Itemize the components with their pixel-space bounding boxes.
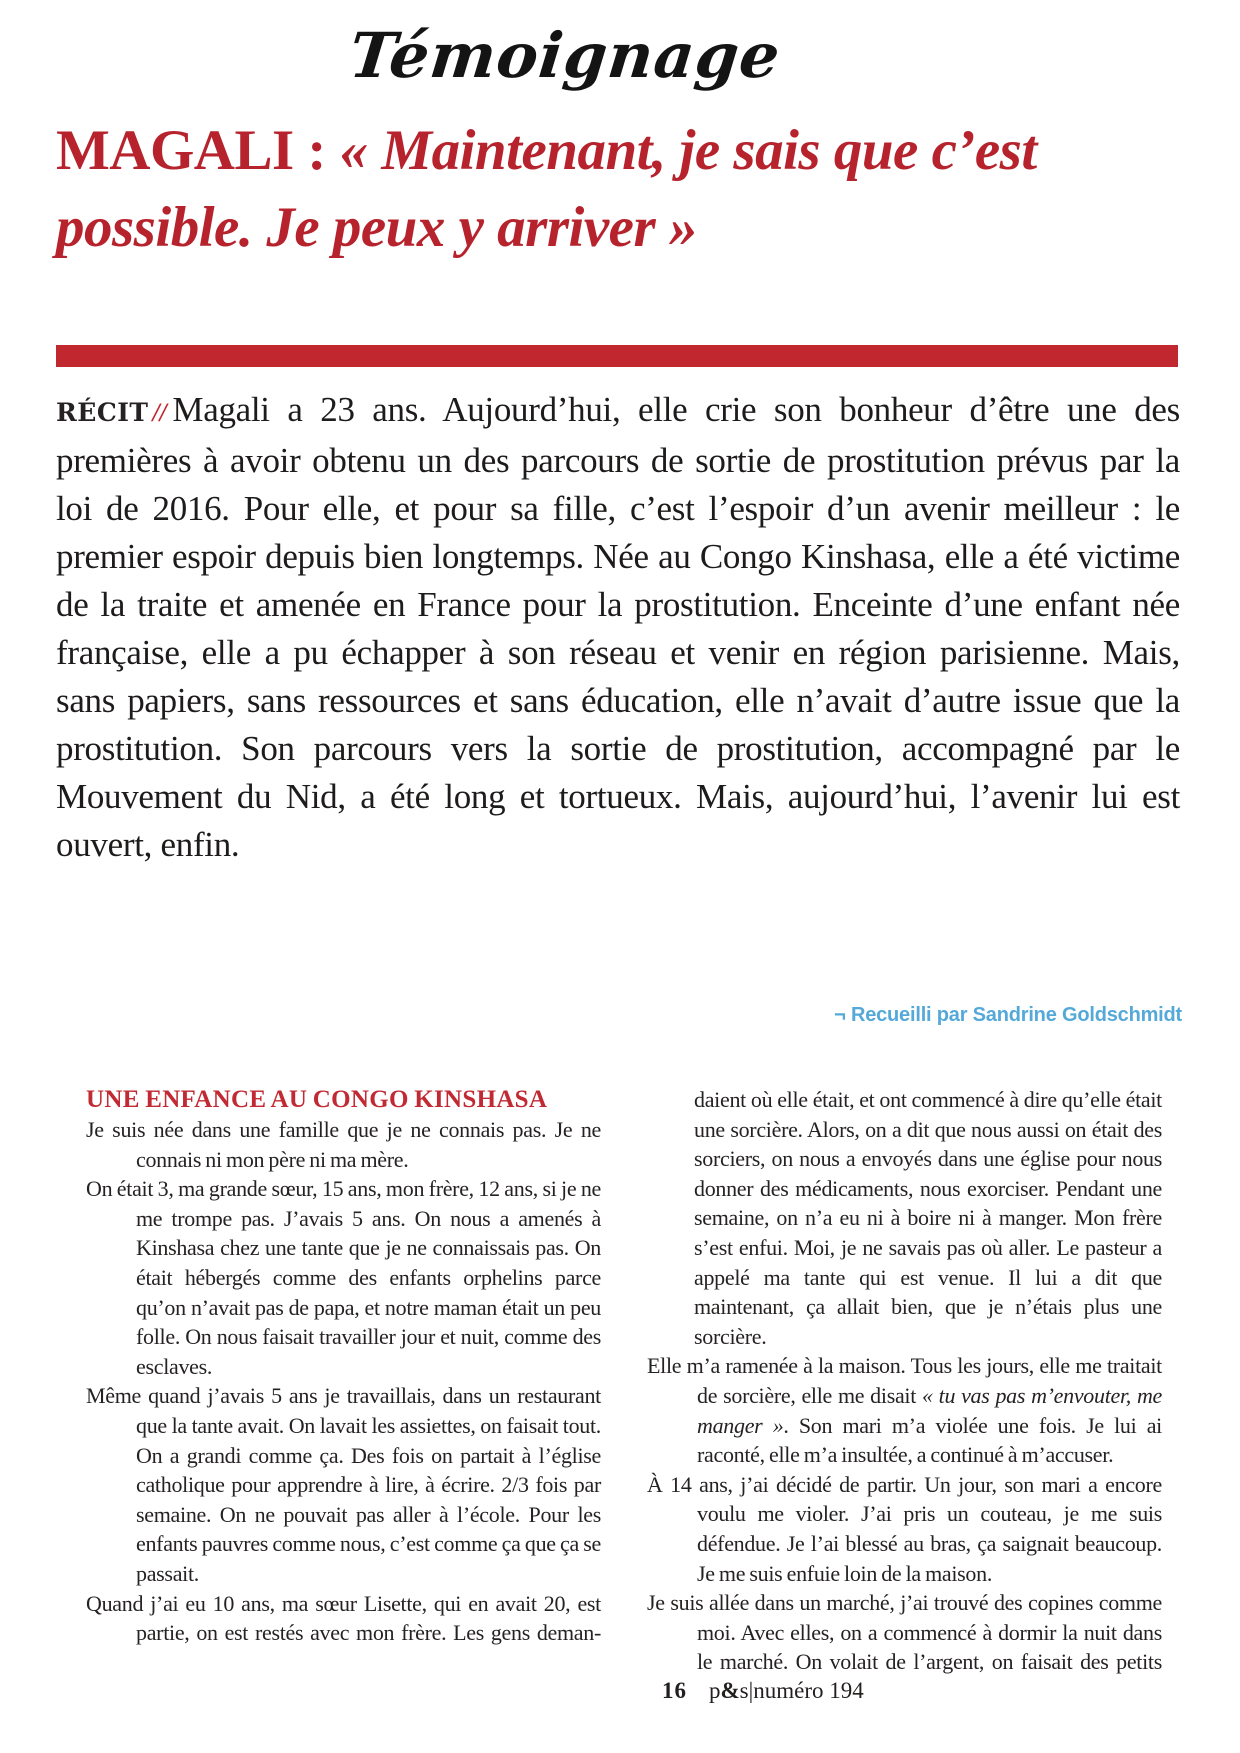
body-paragraph: Je suis allée dans un marché, j’ai trouvé des copines comme moi. Avec elles, on a commencé à dormir la nuit dans le marché. On volait de l’argent, on faisait des petits (647, 1590, 1162, 1675)
body-paragraph: À 14 ans, j’ai décidé de partir. Un jour, son mari a encore voulu me violer. J’ai pris un couteau, je me suis défendue. Je l’ai blessé au bras, ça saignait beaucoup. Je me suis enfuie loin de la maison. (647, 1471, 1162, 1586)
intro-text: Magali a 23 ans. Aujourd’hui, elle crie son bonheur d’être une des premières à avoir obtenu un des parcours de sortie de prostitution prévus par la loi de 2016. Pour elle, et pour sa fille, c’est l’espoir d’un avenir meilleur : le premier espoir depuis bien longtemps. Née au Congo Kinshasa, elle a été victime de la traite et amenée en France pour la prostitution. Enceinte d’une enfant née française, elle a pu échapper à son réseau et venir en région parisienne. Mais, sans papiers, sans ressources et sans éducation, elle n’avait d’autre issue que la prostitution. Son parcours vers la sortie de prostitution, accompagné par le Mouvement du Nid, a été long et tortueux. Mais, aujourd’hui, l’avenir lui est ouvert, enfin. (56, 390, 1180, 864)
article-title (56, 112, 1182, 266)
recit-kicker: RÉCIT (56, 398, 149, 427)
red-divider-bar (56, 345, 1178, 367)
section-script-heading: Témoignage (346, 19, 785, 92)
right-column (647, 1085, 1162, 1677)
quoted-speech: « tu vas pas m’envouter, me manger » (697, 1382, 1163, 1438)
body-paragraph: On était 3, ma grande sœur, 15 ans, mon frère, 12 ans, si je ne me trompe pas. J’avais 5 ans. On nous a amenés à Kinshasa chez une tante que je ne connaissais pas. On était hébergés comme des enfants orphelins parce qu’on n’avait pas de papa, et notre maman était un peu folle. On nous faisait travailler jour et nuit, comme des esclaves. (86, 1176, 601, 1379)
section-heading: UNE ENFANCE AU CONGO KINSHASA (86, 1086, 548, 1113)
journal-name-pre: p (709, 1678, 721, 1703)
paragraph-text: Elle m’a ramenée à la maison. Tous les jours, elle me traitait de sorcière, elle me disait (647, 1353, 1162, 1408)
body-paragraph-continuation: daient où elle était, et ont commencé à dire qu’elle était une sorcière. Alors, on a dit que nous aussi on était des sorciers, on nous a envoyés dans une église pour nous donner des médicaments, nous exorciser. Pendant une semaine, on n’a eu ni à boire ni à manger. Mon frère s’est enfui. Moi, je ne savais pas où aller. Le pasteur a appelé ma tante qui est venue. Il lui a dit que maintenant, ça allait bien, que je n’étais plus une sorcière. (694, 1087, 1162, 1349)
page-footer (662, 1678, 864, 1704)
paragraph-text: . Son mari m’a violée une fois. Je lui ai raconté, elle m’a insultée, a continué à m’accuser. (697, 1412, 1162, 1468)
journal-name (709, 1678, 864, 1703)
body-paragraph (647, 1351, 1162, 1469)
article-title-name: MAGALI : (56, 119, 340, 182)
journal-name-post: s|numéro 194 (739, 1678, 864, 1703)
kicker-slashes-icon: // (152, 398, 167, 427)
body-paragraph: Même quand j’avais 5 ans je travaillais, dans un restaurant que la tante avait. On lavait les assiettes, on faisait tout. On a grandi comme ça. Des fois on partait à l’église catholique pour apprendre à lire, à écrire. 2/3 fois par semaine. On ne pouvait pas aller à l’école. Pour les enfants pauvres comme nous, c’est comme ça que ça se passait. (86, 1383, 601, 1586)
intro-paragraph (56, 386, 1180, 869)
journal-ampersand: & (720, 1678, 740, 1703)
page-number: 16 (662, 1678, 687, 1703)
left-column (86, 1085, 601, 1677)
article-title-quote: « Maintenant, je sais que c’est possible. Je peux y arriver » (56, 119, 1037, 259)
byline: ¬ Recueilli par Sandrine Goldschmidt (834, 1004, 1182, 1026)
body-paragraph: Je suis née dans une famille que je ne connais pas. Je ne connais ni mon père ni ma mère. (86, 1117, 601, 1172)
two-column-layout (86, 1085, 1162, 1677)
body-paragraph: Quand j’ai eu 10 ans, ma sœur Lisette, qui en avait 20, est partie, on est restés avec mon frère. Les gens deman- (86, 1590, 601, 1646)
